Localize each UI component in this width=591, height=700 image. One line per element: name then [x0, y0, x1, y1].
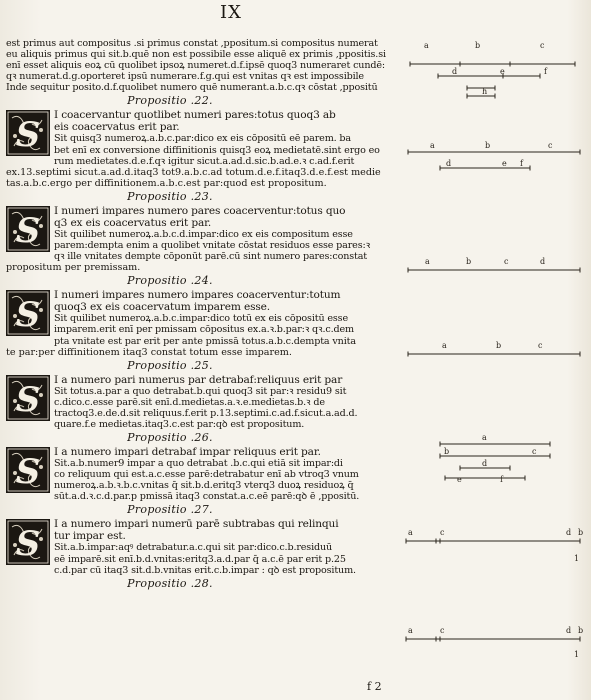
proposition-statement-line: I a numero impari numerū parē subtrabas qui relinqui — [54, 518, 339, 531]
svg-text:S: S — [15, 115, 41, 156]
proof-line: Sit totus.a.par a quo detrabat.b.qui quoq3 sit par:ꝛ residu9 sit — [54, 385, 347, 397]
diagram-label: a — [430, 141, 435, 150]
decorated-initial-s-icon — [6, 290, 50, 336]
proposition-heading: Propositio .25. — [127, 358, 213, 372]
proof-line: Sit.a.b.impar:aqꝰ detrabatur.a.c.qui sit par:dico.c.b.residuū — [54, 542, 333, 554]
proof-line: parem:dempta enim a quolibet vnitate cōstat residuos esse pares:ꝛ — [54, 240, 370, 252]
proposition-block — [6, 205, 394, 262]
diagram-label: d — [482, 459, 488, 468]
proof-line: c.d.par cū itaq3 sit.d.b.vnitas erit.c.b.impar : qꝺ est propositum. — [54, 564, 356, 576]
proposition-statement-line: quoq3 ex eis coacervatum imparem esse. — [54, 301, 270, 314]
diagram-label: c — [440, 626, 445, 635]
proof-line: c.dico.c.esse parē.sit enī.d.medietas.a.ꝛ.e.medietas.b.ꝛ de — [54, 396, 325, 408]
text-line: qꝛ numerat.d.g.oporteret ipsū numerare.f.g.qui est vnitas qꝛ est impossibile — [6, 71, 364, 83]
proof-line: tractoq3.e.de.d.sit reliquus.f.erit p.13.septimi.c.ad.f.sicut.a.ad.d. — [54, 407, 358, 419]
svg-text:S: S — [15, 295, 41, 336]
proposition-statement-line: eis coacervatus erit par. — [54, 121, 180, 134]
proof-line: pta vnitate est par erit per ante pmissā totus.a.b.c.dempta vnita — [54, 335, 356, 347]
proposition-heading: Propositio .24. — [127, 274, 213, 288]
proof-line: imparem.erit enī per pmissam cōpositus ex.a.ꝛ.b.par:ꝛ qꝛ.c.dem — [54, 324, 354, 336]
diagram-label: f — [520, 159, 523, 168]
proposition-statement-line: tur impar est. — [54, 530, 126, 543]
decorated-initial-s-icon — [6, 206, 50, 252]
proposition-heading: Propositio .28. — [127, 576, 213, 590]
diagram-label: d — [446, 159, 452, 168]
diagram-label: 1 — [574, 650, 580, 659]
proposition-block — [6, 289, 394, 346]
proof-line: Sit.a.b.numer9 impar a quo detrabat .b.c.qui etiā sit impar:di — [54, 458, 343, 470]
proposition-heading: Propositio .26. — [127, 431, 213, 445]
diagram-label: d — [566, 528, 572, 537]
diagram-label: b — [485, 141, 491, 150]
line-segment-diagram — [400, 36, 588, 100]
diagram-label: b — [496, 341, 502, 350]
svg-text:S: S — [15, 524, 41, 565]
intro-block — [6, 38, 394, 93]
proposition-statement-line: I numeri impares numero impares coacerventur:totum — [54, 289, 341, 302]
diagram-label: 1 — [574, 554, 580, 563]
proof-line: Sit quilibet numeroꝝ.a.b.c.d.impar:dico ex eis compositum esse — [54, 228, 353, 240]
decorated-initial-s-icon — [6, 519, 50, 565]
svg-text:S: S — [15, 210, 41, 251]
proposition-block — [6, 518, 394, 575]
line-segment-diagram — [400, 140, 588, 180]
diagram-label: c — [532, 447, 537, 456]
diagram-label: d — [540, 257, 546, 266]
text-column — [6, 38, 394, 591]
proposition-heading: Propositio .22. — [127, 94, 213, 108]
proof-line: qꝛ ille vnitates dempte cōponūt parē.cū sint numero pares:constat — [54, 251, 367, 263]
diagram-label: a — [424, 41, 429, 50]
diagram-label: c — [548, 141, 553, 150]
proof-line: propositum per premissam. — [6, 262, 141, 274]
folio-number: IX — [220, 2, 242, 23]
proof-line: sūt.a.d.ꝛ.c.d.par.p pmissā itaq3 constat.a.c.eē parē:qꝺ ē ,ppositū. — [54, 491, 360, 503]
diagram-label: e — [500, 67, 505, 76]
diagram-label: b — [466, 257, 472, 266]
proposition-block — [6, 374, 394, 430]
proposition-statement-line: I a numero impari detrabaf impar reliquus erit par. — [54, 446, 321, 459]
text-line: enī esset aliquis eoꝝ cū quolibet ipsoꝝ numeret.d.f.ipsē quoq3 numeraret cundē: — [6, 60, 385, 72]
diagram-label: e — [457, 475, 462, 484]
text-line: eu aliquis primus qui sit.b.quē non est possibile esse aliquē ex primis ,ppositis.si — [6, 49, 386, 61]
diagram-label: a — [408, 626, 413, 635]
propositions-list — [6, 93, 394, 575]
proposition-block — [6, 109, 394, 166]
diagram-label: a — [442, 341, 447, 350]
proof-line: Sit quilibet numeroꝝ.a.b.c.impar:dico totū ex eis cōpositū esse — [54, 313, 348, 325]
line-segment-diagram — [400, 256, 588, 282]
proposition-statement-line: q3 ex eis coacervatus erit par. — [54, 216, 212, 229]
line-segment-diagram — [400, 527, 588, 567]
proof-line: co reliquum qui est.a.c.esse parē:detrabatur enī ab vtroq3 vnum — [54, 469, 359, 481]
diagram-label: f — [544, 67, 547, 76]
proof-line: bet enī ex conversione diffinitionis quisq3 eoꝝ medietatē.sint ergo eo — [54, 144, 380, 156]
diagram-label: c — [504, 257, 509, 266]
diagram-label: d — [566, 626, 572, 635]
proof-line: ex.13.septimi sicut.a.ad.d.itaq3 tot9.a.b.c.ad totum.d.e.f.itaq3.d.e.f.est medie — [6, 166, 381, 178]
proof-line: te par:per diffinitionem itaq3 constat totum esse imparem. — [6, 346, 292, 358]
proposition-heading: Propositio .27. — [127, 503, 213, 517]
decorated-initial-s-icon — [6, 110, 50, 156]
diagram-label: b — [444, 447, 450, 456]
proof-line: Sit quisq3 numeroꝝ.a.b.c.par:dico ex eis cōpositū eē parem. ba — [54, 133, 351, 145]
signature-mark: f 2 — [367, 680, 382, 693]
diagram-label: a — [425, 257, 430, 266]
diagram-label: e — [502, 159, 507, 168]
text-line: est primus aut compositus .si primus constat ,ppositum.si compositus numerat — [6, 38, 378, 49]
proof-line: eē imparē.sit enī.b.d.vnitas:eritq3.a.d.par q̄ a.c.ē par erit p.25 — [54, 553, 346, 565]
diagram-label: h — [482, 87, 488, 96]
line-segment-diagram — [400, 432, 588, 488]
proof-line: quare.f.e medietas.itaq3.c.est par:qꝺ est propositum. — [54, 418, 305, 430]
proof-line: tas.a.b.c.ergo per diffinitionem.a.b.c.est par:quod est propositum. — [6, 177, 327, 189]
diagram-label: b — [578, 528, 584, 537]
diagram-label: d — [452, 67, 458, 76]
diagram-label: b — [475, 41, 481, 50]
proposition-statement-line: I coacervantur quotlibet numeri pares:totus quoq3 ab — [54, 109, 336, 122]
diagram-label: c — [538, 341, 543, 350]
diagram-label: a — [408, 528, 413, 537]
svg-text:S: S — [15, 379, 41, 420]
proposition-statement-line: I a numero pari numerus par detrabaf:reliquus erit par — [54, 373, 343, 386]
line-segment-diagram — [400, 340, 588, 364]
diagram-label: b — [578, 626, 584, 635]
diagram-label: a — [482, 433, 487, 442]
proof-line: rum medietates.d.e.f.qꝛ igitur sicut.a.ad.d.sic.b.ad.e.ꝛ c.ad.f.erit — [54, 155, 355, 167]
line-segment-diagram — [400, 625, 588, 661]
decorated-initial-s-icon — [6, 375, 50, 421]
proposition-statement-line: I numeri impares numero pares coacerventur:totus quo — [54, 204, 346, 217]
diagram-label: f — [500, 475, 503, 484]
svg-text:S: S — [15, 452, 41, 493]
diagram-label: c — [540, 41, 545, 50]
proposition-block — [6, 446, 394, 502]
proposition-heading: Propositio .23. — [127, 189, 213, 203]
diagram-label: c — [440, 528, 445, 537]
text-line: Inde sequitur posito.d.f.quolibet numero quē numerant.a.b.c.qꝛ cōstat ,ppositū — [6, 82, 378, 94]
decorated-initial-s-icon — [6, 447, 50, 493]
proof-line: numeroꝝ.a.b.ꝛ.b.c.vnitas q̄ sit.b.d.eritq3 vterq3 duoꝝ residuoꝝ q̄ — [54, 480, 354, 492]
